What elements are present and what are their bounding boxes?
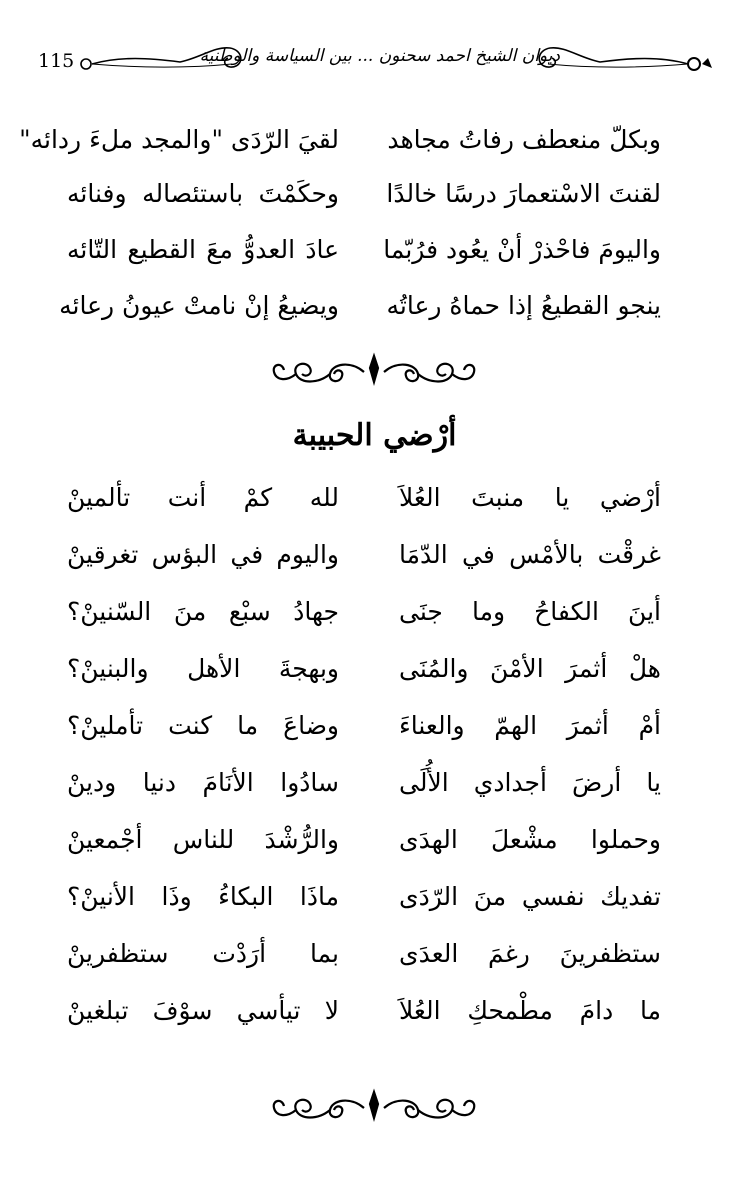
verse-left-hemistich: وحكَمْتَ باستئصاله وفنائه — [67, 179, 339, 208]
section-divider-ornament — [0, 350, 749, 390]
page-number: 115 — [38, 50, 75, 72]
verse-right-hemistich: وحملوا مشْعلَ الهدَى — [399, 825, 661, 854]
verse-row — [0, 820, 749, 860]
verse-row — [0, 230, 749, 270]
verse-row — [0, 592, 749, 632]
page-header — [0, 18, 749, 88]
verse-row — [0, 934, 749, 974]
verse-left-hemistich: ماذَا البكاءُ وذَا الأنينْ؟ — [67, 882, 339, 911]
verse-left-hemistich: واليوم في البؤس تغرقينْ — [67, 540, 339, 569]
verse-right-hemistich: ما دامَ مطْمحكِ العُلاَ — [399, 996, 661, 1025]
verse-left-hemistich: عادَ العدوُّ معَ القطيع التّائه — [67, 235, 339, 264]
verse-left-hemistich: والرُّشْدَ للناس أجْمعينْ — [67, 825, 339, 854]
end-ornament — [0, 1086, 749, 1126]
verse-left-hemistich: لله كمْ أنت تألمينْ — [67, 483, 339, 512]
verse-left-hemistich: سادُوا الأنَامَ دنيا ودينْ — [67, 768, 339, 797]
poem-title: أرْضي الحبيبة — [292, 418, 457, 453]
verse-left-hemistich: ويضيعُ إنْ نامتْ عيونُ رعائه — [59, 291, 339, 320]
verse-row — [0, 649, 749, 689]
verse-row — [0, 174, 749, 214]
verse-right-hemistich: تفديك نفسي منَ الرّدَى — [399, 882, 661, 911]
verse-left-hemistich: وضاعَ ما كنت تأملينْ؟ — [67, 711, 339, 740]
verse-right-hemistich: وبكلّ منعطف رفاتُ مجاهد — [387, 125, 661, 154]
verse-right-hemistich: واليومَ فاحْذرْ أنْ يعُود فرُبّما — [383, 235, 661, 264]
verse-row — [0, 763, 749, 803]
verse-right-hemistich: يا أرضَ أجدادي الأُلَى — [399, 768, 661, 797]
verse-left-hemistich: لا تيأسي سوْفَ تبلغينْ — [67, 996, 339, 1025]
verse-left-hemistich: بما أرَدْت ستظفرينْ — [67, 939, 339, 968]
verse-left-hemistich: جهادُ سبْع منَ السّنينْ؟ — [67, 597, 339, 626]
verse-right-hemistich: أينَ الكفاحُ وما جنَى — [399, 597, 661, 626]
verse-row — [0, 478, 749, 518]
verse-right-hemistich: غرقْت بالأمْس في الدّمَا — [399, 540, 661, 569]
verse-right-hemistich: أرْضي يا منبتَ العُلاَ — [399, 483, 661, 512]
verse-row — [0, 877, 749, 917]
verse-row — [0, 286, 749, 326]
verse-row — [0, 535, 749, 575]
verse-row — [0, 120, 749, 160]
verse-left-hemistich: وبهجةَ الأهل والبنينْ؟ — [67, 654, 339, 683]
verse-row — [0, 991, 749, 1031]
verse-right-hemistich: لقنتَ الاسْتعمارَ درسًا خالدًا — [386, 179, 661, 208]
verse-right-hemistich: ينجو القطيعُ إذا حماهُ رعاتُه — [386, 291, 661, 320]
verse-right-hemistich: أمْ أثمرَ الهمّ والعناءَ — [399, 711, 661, 740]
verse-right-hemistich: هلْ أثمرَ الأمْنَ والمُنَى — [399, 654, 661, 683]
verse-row — [0, 706, 749, 746]
verse-left-hemistich: لقيَ الرّدَى "والمجد ملءَ ردائه" — [19, 125, 339, 154]
verse-right-hemistich: ستظفرينَ رغمَ العدَى — [399, 939, 661, 968]
running-title: ديوان الشيخ احمد سحنون ... بين السياسة والوطنية — [199, 46, 560, 66]
